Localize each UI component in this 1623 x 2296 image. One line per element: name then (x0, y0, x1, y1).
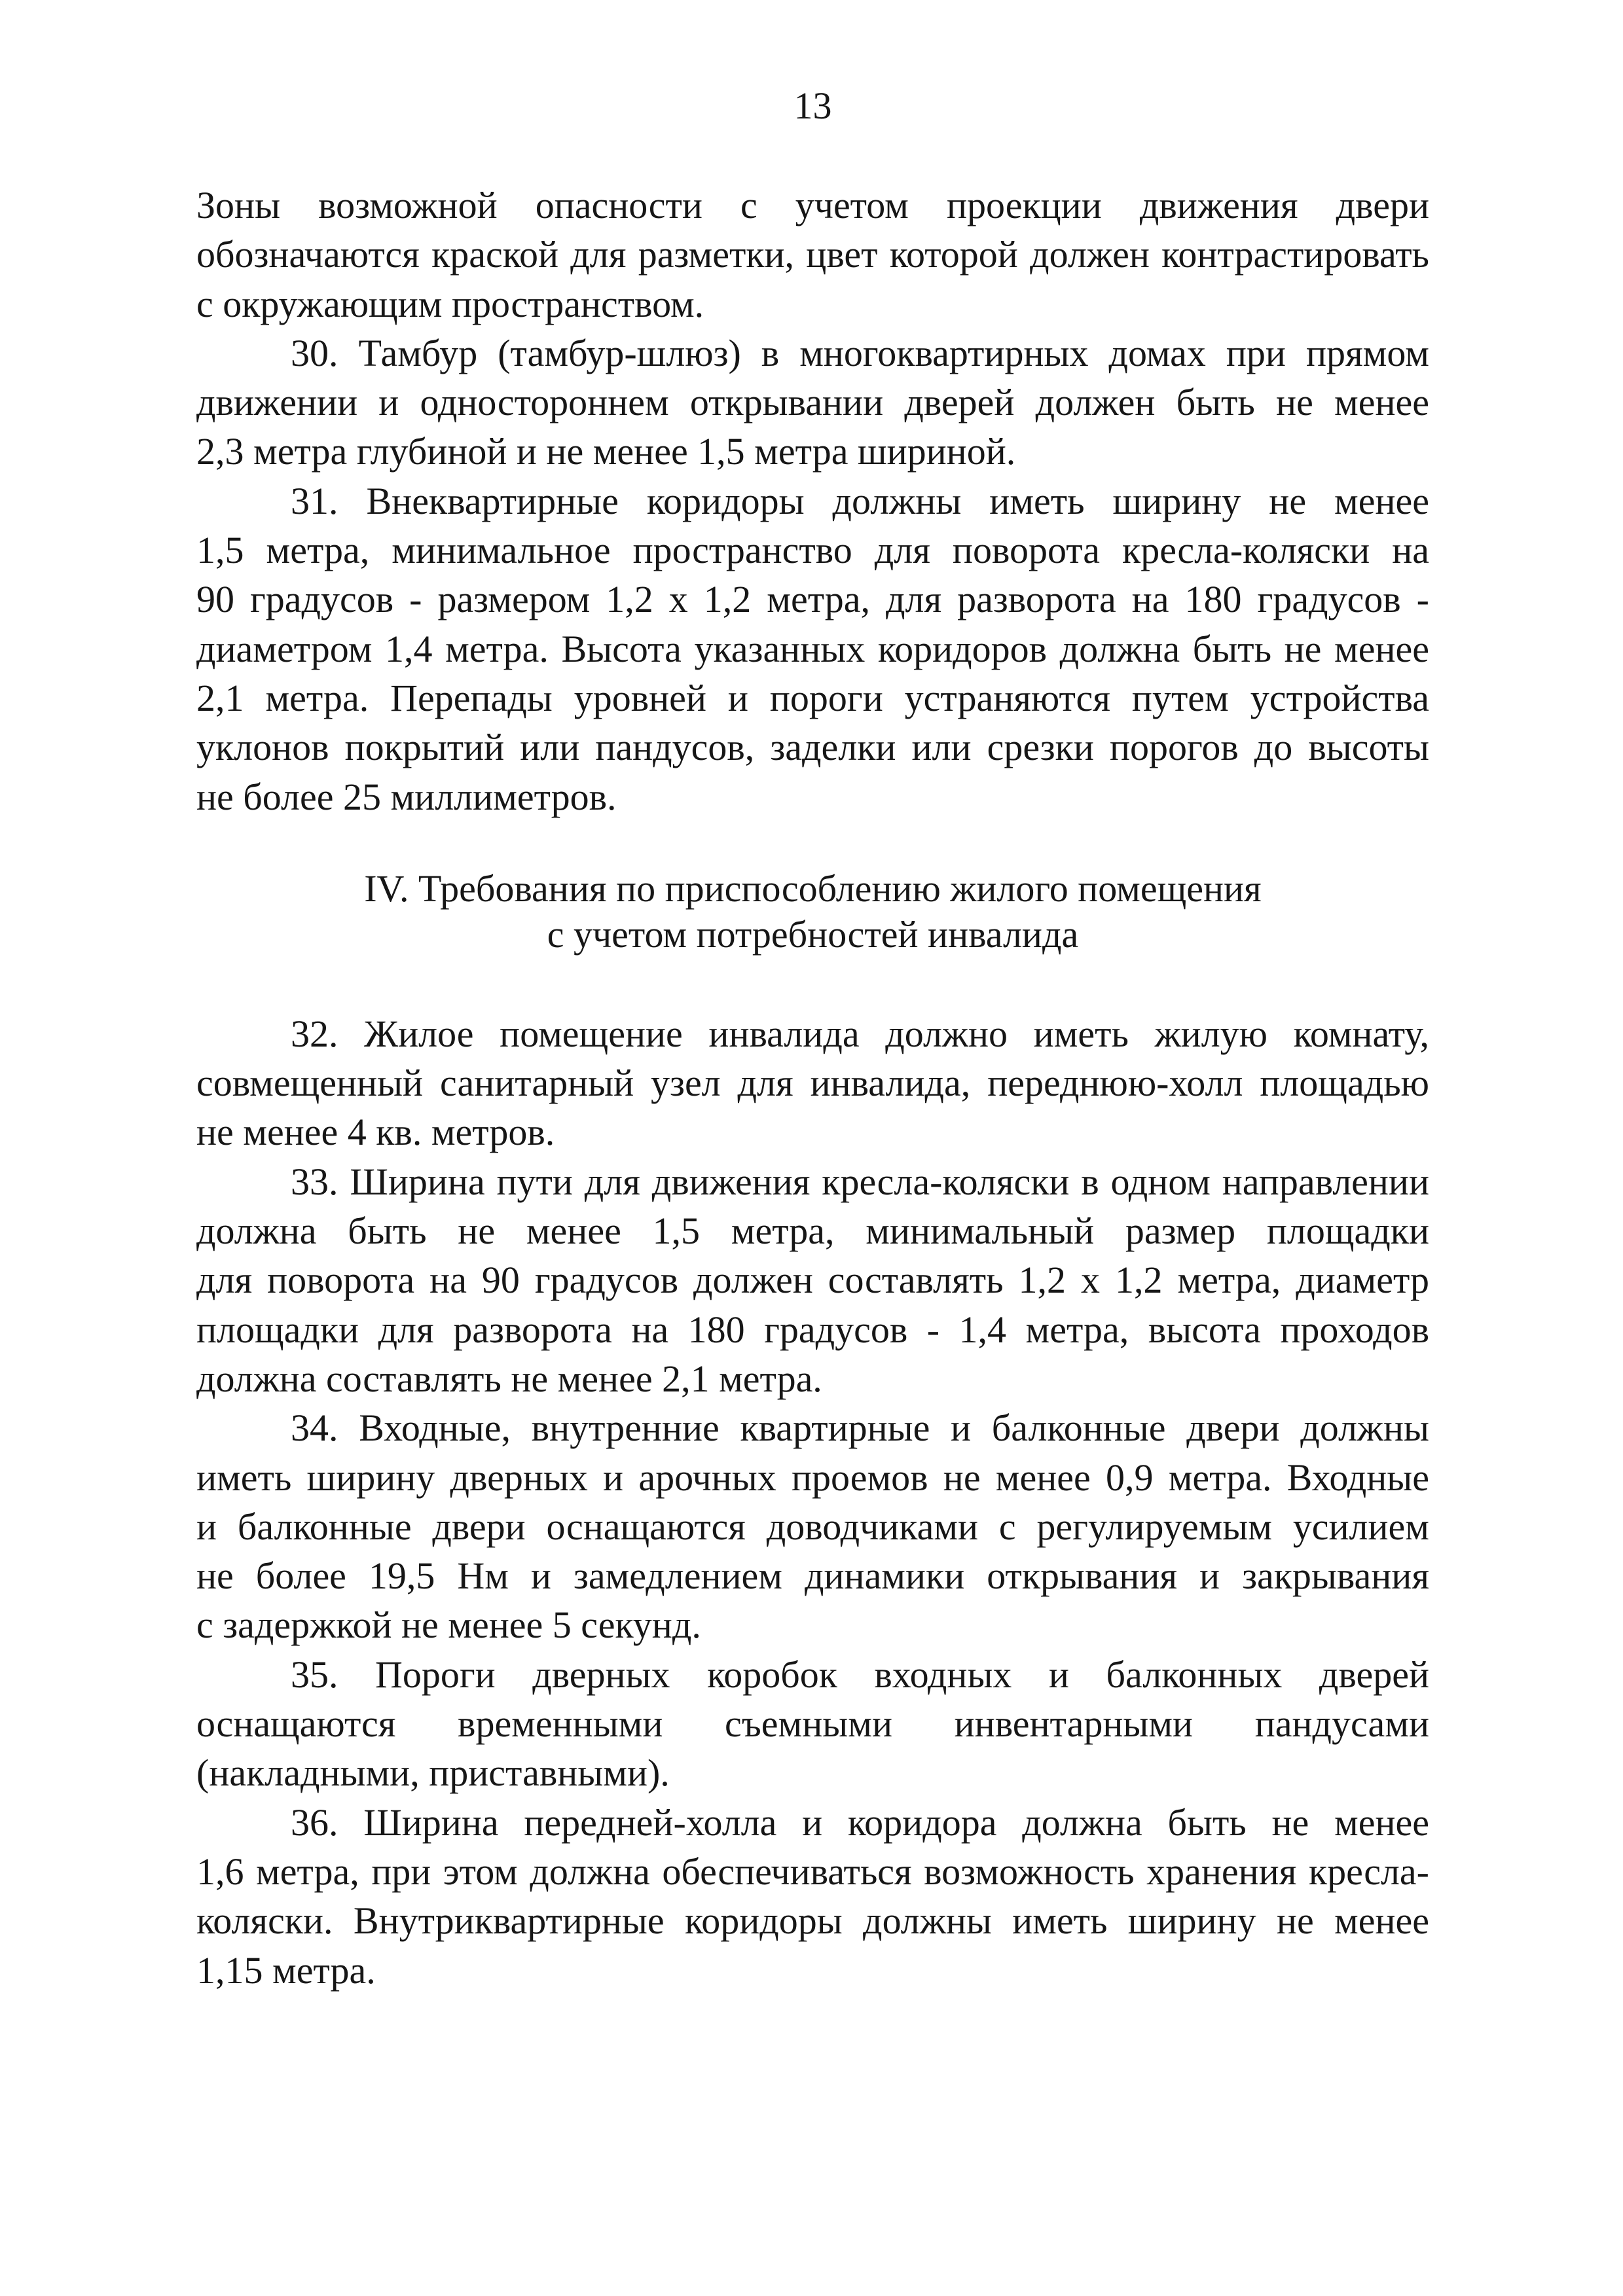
line-text: совмещенный санитарный узел для инвалида, переднюю-холл площадью (196, 1062, 1429, 1105)
line-text: (накладными, приставными). (196, 1751, 670, 1795)
paragraph-line (196, 723, 1429, 772)
paragraph-line (196, 1157, 1429, 1206)
paragraph-line (196, 1600, 1429, 1649)
paragraph-line (196, 624, 1429, 673)
paragraph-33 (196, 1157, 1429, 1403)
paragraph-35 (196, 1650, 1429, 1798)
line-text: коляски. Внутриквартирные коридоры должны иметь ширину не менее (196, 1899, 1429, 1943)
paragraph-line (196, 1502, 1429, 1551)
line-text: оснащаются временными съемными инвентарными пандусами (196, 1702, 1429, 1746)
line-text: 34. Входные, внутренние квартирные и балконные двери должны (291, 1407, 1429, 1450)
paragraph-line (196, 1453, 1429, 1502)
paragraph-line (196, 575, 1429, 624)
paragraph-line (196, 230, 1429, 279)
line-text: площадки для разворота на 180 градусов - 1,4 метра, высота проходов (196, 1308, 1429, 1351)
paragraph-line (196, 1896, 1429, 1945)
section-heading-line: IV. Требования по приспособлению жилого помещения (364, 867, 1262, 910)
line-text: и балконные двери оснащаются доводчиками с регулируемым усилием (196, 1505, 1429, 1548)
line-text: 31. Внеквартирные коридоры должны иметь ширину не менее (291, 479, 1429, 522)
line-text: диаметром 1,4 метра. Высота указанных коридоров должна быть не менее (196, 627, 1429, 670)
paragraph-30 (196, 329, 1429, 476)
paragraph-line (196, 427, 1429, 476)
paragraph-line (196, 673, 1429, 723)
line-text: с задержкой не менее 5 секунд. (196, 1604, 701, 1647)
paragraph-continuation (196, 181, 1429, 329)
paragraph-line (196, 1551, 1429, 1600)
paragraph-line (196, 1699, 1429, 1748)
line-text: 2,3 метра глубиной и не менее 1,5 метра шириной. (196, 430, 1016, 473)
paragraph-line (196, 1946, 1429, 1995)
paragraph-line (196, 279, 1429, 329)
page-number: 13 (793, 84, 832, 127)
paragraph-line (196, 1107, 1429, 1157)
line-text: 1,15 метра. (196, 1948, 376, 1992)
line-text: должна составлять не менее 2,1 метра. (196, 1357, 822, 1400)
line-text: 35. Пороги дверных коробок входных и балконных дверей (291, 1653, 1429, 1696)
line-text: для поворота на 90 градусов должен составлять 1,2 х 1,2 метра, диаметр (196, 1259, 1429, 1302)
paragraph-line (196, 1255, 1429, 1304)
line-text: с окружающим пространством. (196, 282, 704, 325)
line-text: иметь ширину дверных и арочных проемов не менее 0,9 метра. Входные (196, 1456, 1429, 1499)
line-text: 33. Ширина пути для движения кресла-коляски в одном направлении (291, 1160, 1429, 1203)
line-text: 30. Тамбур (тамбур-шлюз) в многоквартирных домах при прямом (291, 331, 1429, 374)
line-text: 32. Жилое помещение инвалида должно иметь жилую комнату, (291, 1012, 1429, 1055)
paragraph-line (196, 181, 1429, 230)
line-text: обозначаются краской для разметки, цвет которой должен контрастировать (196, 233, 1429, 276)
paragraph-line (196, 378, 1429, 427)
paragraph-line (196, 1206, 1429, 1255)
paragraph-31 (196, 476, 1429, 821)
paragraph-line (196, 772, 1429, 821)
section-heading-line: с учетом потребностей инвалида (547, 912, 1079, 956)
paragraph-line (196, 1354, 1429, 1403)
line-text: 36. Ширина передней-холла и коридора должна быть не менее (291, 1801, 1429, 1844)
section-heading (196, 866, 1429, 958)
paragraph-line (196, 329, 1429, 378)
line-text: 2,1 метра. Перепады уровней и пороги устраняются путем устройства (196, 676, 1429, 719)
paragraph-line (196, 1009, 1429, 1058)
paragraph-line (196, 1305, 1429, 1354)
line-text: не более 19,5 Нм и замедлением динамики открывания и закрывания (196, 1554, 1429, 1598)
paragraph-line (196, 1748, 1429, 1797)
line-text: Зоны возможной опасности с учетом проекции движения двери (196, 184, 1429, 226)
paragraph-36 (196, 1798, 1429, 1995)
paragraph-line (196, 1847, 1429, 1896)
line-text: уклонов покрытий или пандусов, заделки или срезки порогов до высоты (196, 726, 1429, 769)
line-text: не более 25 миллиметров. (196, 775, 617, 818)
paragraph-line (196, 1403, 1429, 1452)
paragraph-line (196, 476, 1429, 526)
paragraph-32 (196, 1009, 1429, 1157)
document-body (196, 181, 1429, 1995)
paragraph-34 (196, 1403, 1429, 1649)
line-text: движении и одностороннем открывании дверей должен быть не менее (196, 381, 1429, 424)
line-text: 90 градусов - размером 1,2 х 1,2 метра, для разворота на 180 градусов - (196, 578, 1429, 621)
paragraph-line (196, 1058, 1429, 1107)
line-text: 1,5 метра, минимальное пространство для поворота кресла-коляски на (196, 529, 1429, 572)
paragraph-line (196, 1798, 1429, 1847)
line-text: 1,6 метра, при этом должна обеспечиваться возможность хранения кресла- (196, 1850, 1429, 1893)
paragraph-line (196, 1650, 1429, 1699)
paragraph-line (196, 526, 1429, 575)
line-text: не менее 4 кв. метров. (196, 1111, 555, 1154)
line-text: должна быть не менее 1,5 метра, минимальный размер площадки (196, 1210, 1429, 1253)
